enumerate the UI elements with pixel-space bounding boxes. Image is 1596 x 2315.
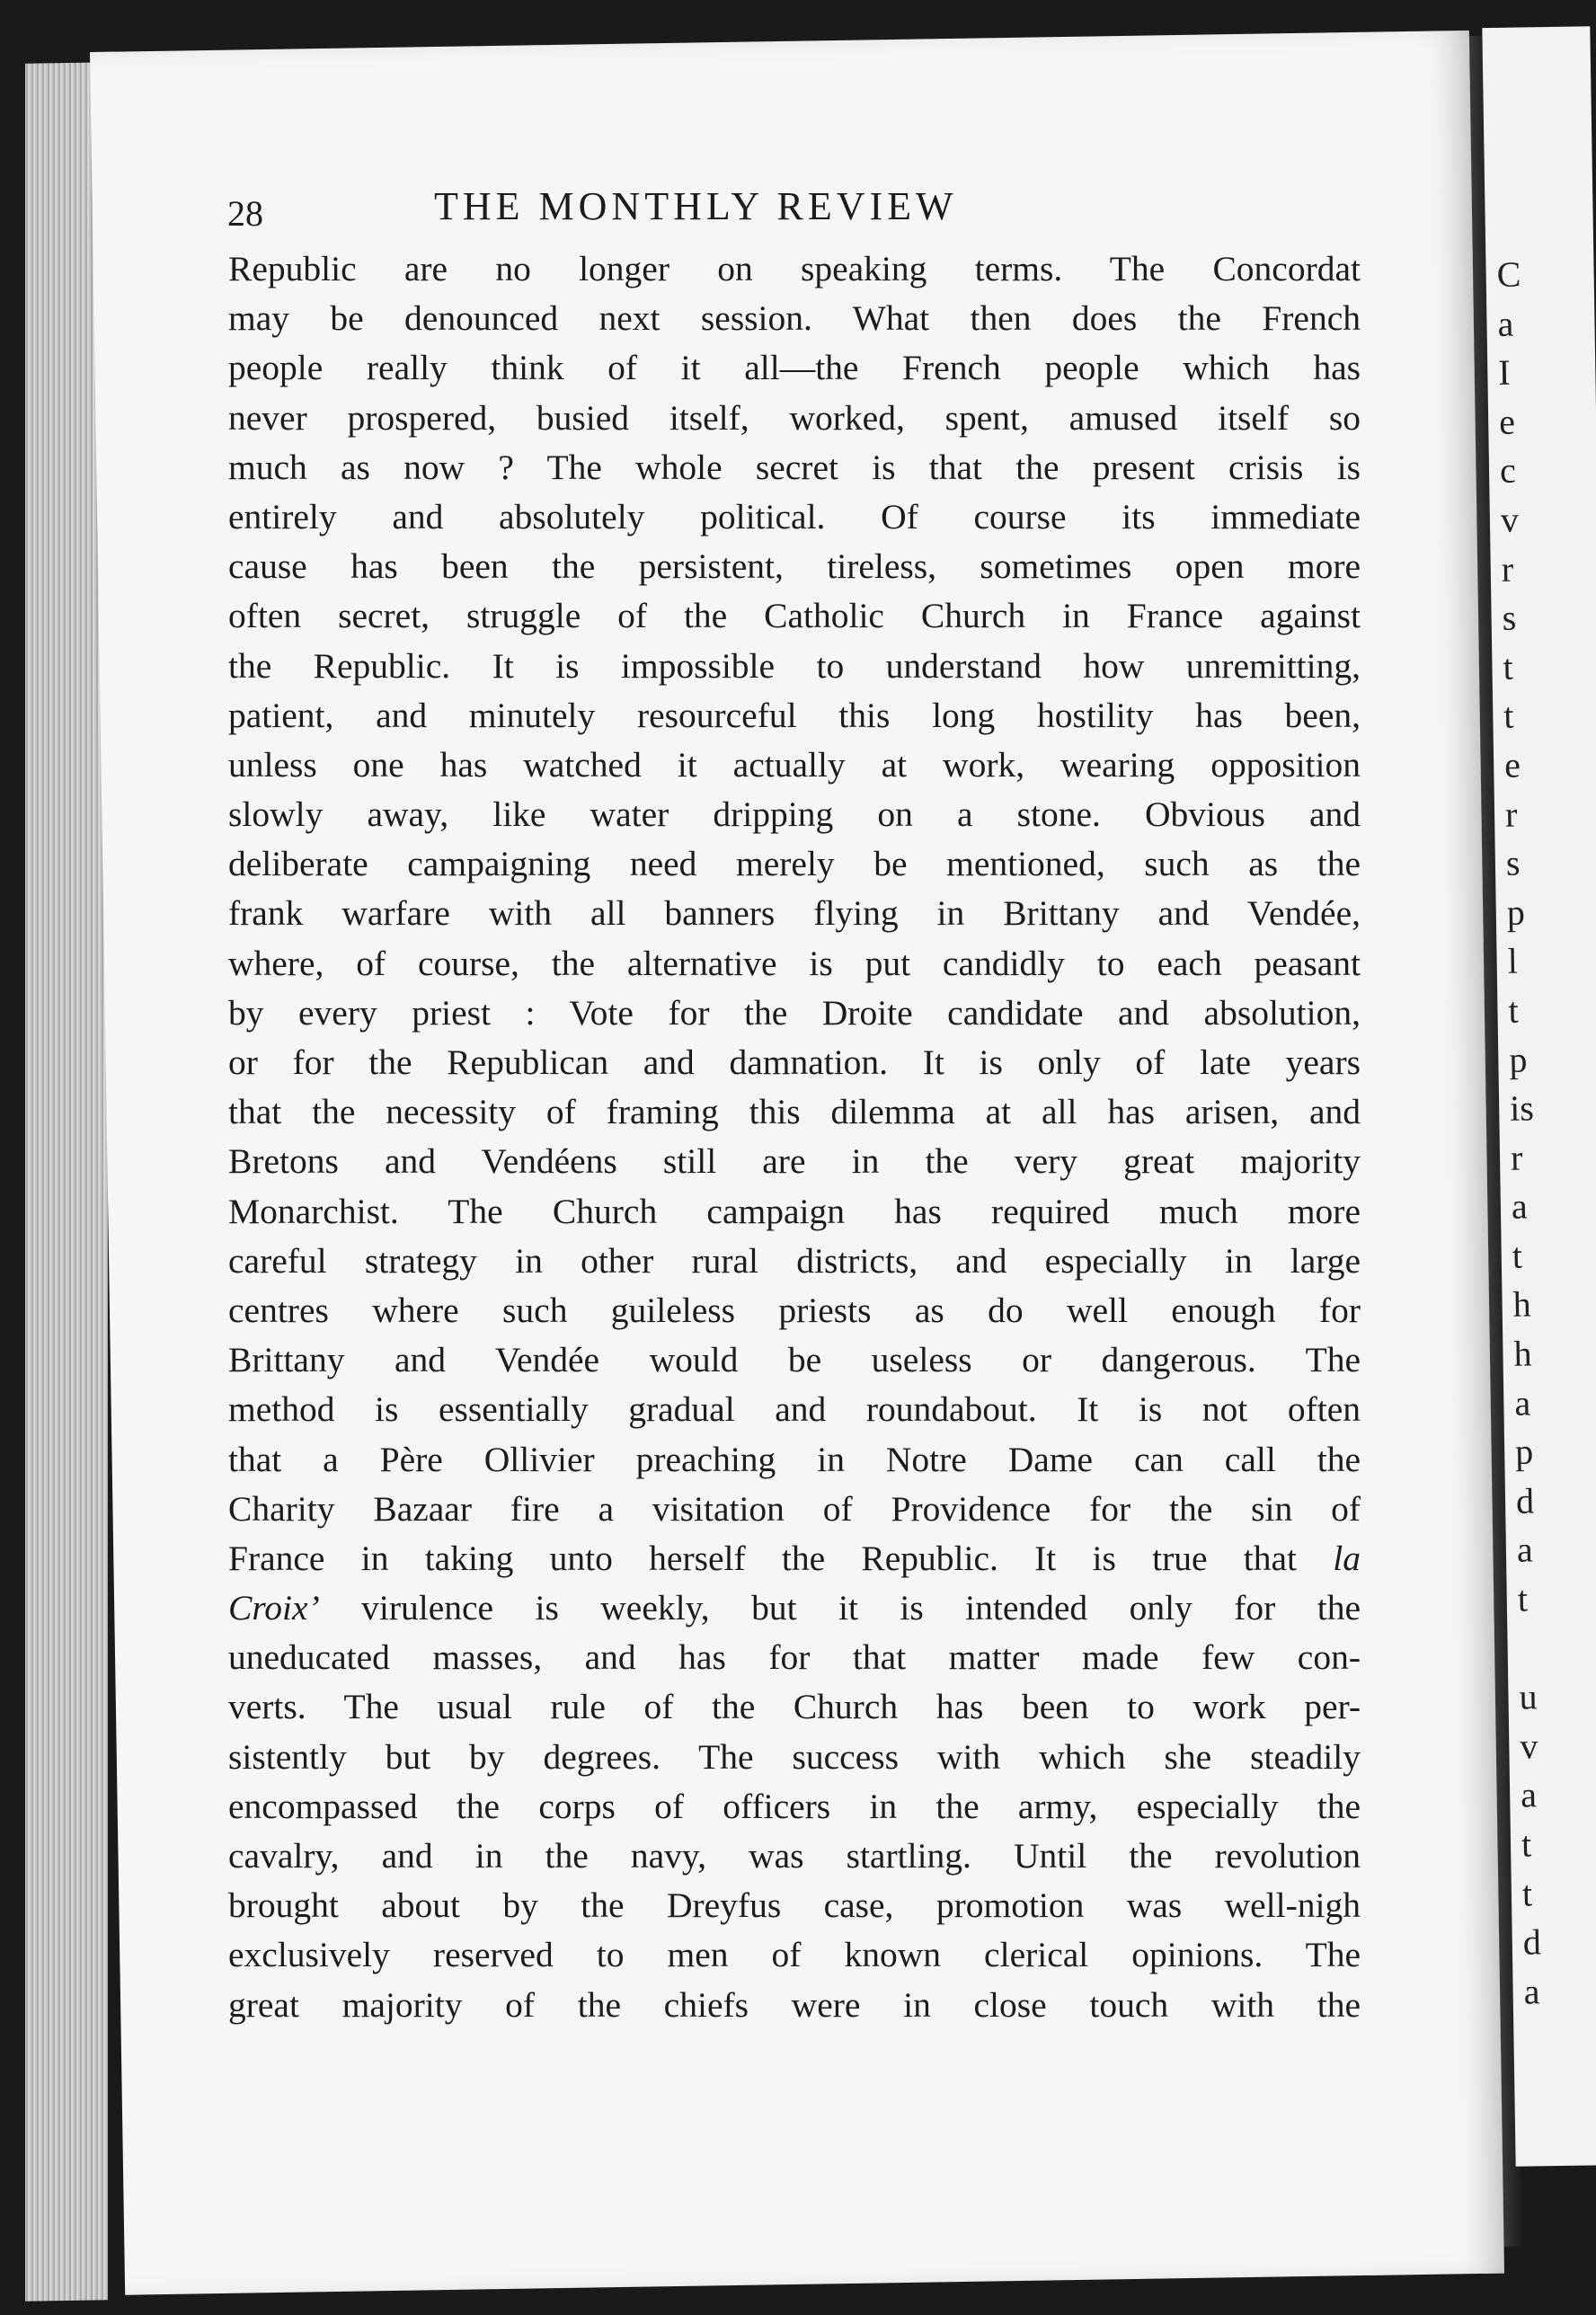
text-line: Republic are no longer on speaking terms. The Concordat: [228, 249, 1361, 288]
next-page-letter: h: [1513, 1333, 1532, 1374]
next-page-letter: l: [1507, 940, 1519, 982]
next-page-letter: [1507, 1623, 1596, 1673]
next-page-letter: a: [1497, 303, 1514, 344]
page-header: [227, 180, 1414, 243]
next-page-letter: t: [1503, 695, 1514, 737]
next-page-letter: r: [1501, 548, 1514, 590]
text-segment: virulence is weekly, but it is intended only for the: [361, 1588, 1361, 1628]
text-line: that a Père Ollivier preaching in Notre Dame can call the: [228, 1439, 1361, 1479]
next-page-letter: s: [1502, 597, 1517, 638]
text-line: great majority of the chiefs were in close touch with the: [228, 1984, 1361, 2025]
text-line: centres where such guileless priests as do well enough for: [228, 1290, 1361, 1330]
next-page-letter: C: [1496, 253, 1521, 295]
text-line: the Republic. It is impossible to understand how unremitting,: [228, 645, 1361, 686]
page-number: 28: [227, 193, 263, 234]
text-line: where, of course, the alternative is put candidly to each peasant: [228, 943, 1361, 983]
text-line: sistently but by degrees. The success with which she steadily: [228, 1736, 1361, 1777]
text-line: by every priest : Vote for the Droite candidate and absolution,: [228, 992, 1361, 1033]
next-page-letter: d: [1515, 1480, 1535, 1521]
text-line: Brittany and Vendée would be useless or dangerous. The: [228, 1340, 1361, 1380]
text-line: entirely and absolutely political. Of course its immediate: [228, 496, 1361, 537]
next-page-letter: a: [1513, 1382, 1531, 1424]
text-line: unless one has watched it actually at work, wearing opposition: [228, 744, 1361, 785]
text-line: often secret, struggle of the Catholic Church in France against: [228, 596, 1361, 636]
next-page-letter: u: [1519, 1676, 1538, 1717]
body-text: [228, 244, 1361, 2030]
text-line: people really think of it all—the French people which has: [228, 348, 1361, 388]
text-segment: France in taking unto herself the Republic. It is true that: [228, 1538, 1297, 1578]
text-line: exclusively reserved to men of known clerical opinions. The: [228, 1935, 1361, 1975]
text-line: patient, and minutely resourceful this long hostility has been,: [228, 695, 1361, 735]
text-line: may be denounced next session. What then does the French: [228, 298, 1361, 339]
next-page-letter: I: [1497, 351, 1512, 394]
next-page-letter: t: [1521, 1823, 1532, 1865]
text-line: encompassed the corps of officers in the army, especially the: [228, 1786, 1361, 1826]
next-page-letter: p: [1508, 1038, 1528, 1080]
next-page-letter: t: [1503, 646, 1513, 687]
next-page-letter: r: [1510, 1137, 1523, 1178]
next-page-letter: s: [1505, 842, 1521, 883]
text-line: that the necessity of framing this dilemma at all has arisen, and: [228, 1092, 1361, 1132]
running-title: THE MONTHLY REVIEW: [434, 184, 958, 228]
next-page-letter: d: [1522, 1921, 1542, 1963]
next-page-letter: e: [1498, 401, 1516, 442]
text-line: uneducated masses, and has for that matter made few con-: [228, 1637, 1361, 1678]
next-page-letter: t: [1517, 1578, 1529, 1619]
text-line: Bretons and Vendéens still are in the very great majority: [228, 1141, 1361, 1182]
text-line: slowly away, like water dripping on a stone. Obvious and: [228, 794, 1361, 835]
text-line-with-italic: [228, 1583, 1361, 1633]
text-line: or for the Republican and damnation. It is only of late years: [228, 1042, 1361, 1082]
next-page-letter: t: [1512, 1235, 1523, 1276]
next-page-letter: r: [1504, 794, 1518, 835]
next-page-letter: c: [1499, 449, 1517, 492]
text-line: careful strategy in other rural districts, and especially in large: [228, 1240, 1361, 1281]
next-page-letter: a: [1511, 1185, 1529, 1228]
text-line: frank warfare with all banners flying in Brittany and Vendée,: [228, 893, 1361, 934]
next-page-letter: a: [1520, 1774, 1538, 1816]
next-page-letter: v: [1519, 1725, 1538, 1767]
next-page-letter: a: [1516, 1529, 1534, 1571]
next-page-letter: e: [1503, 744, 1521, 785]
text-line: cavalry, and in the navy, was startling. Until the revolution: [228, 1836, 1361, 1876]
next-page-letter: v: [1500, 499, 1520, 540]
text-line: Monarchist. The Church campaign has required much more: [228, 1191, 1361, 1231]
next-page-letter: is: [1509, 1087, 1535, 1129]
text-line: much as now ? The whole secret is that the present crisis is: [228, 447, 1361, 487]
next-page-letter: a: [1523, 1971, 1540, 2012]
text-line: method is essentially gradual and roundabout. It is not often: [228, 1389, 1361, 1430]
next-page-letter: h: [1512, 1283, 1531, 1326]
italic-title-la: la: [1333, 1538, 1361, 1578]
text-line: verts. The usual rule of the Church has been to work per-: [228, 1687, 1361, 1727]
next-page-letter: p: [1514, 1431, 1534, 1472]
text-line-with-italic: [228, 1534, 1361, 1583]
next-page-letter: t: [1508, 989, 1519, 1031]
text-line: never prospered, busied itself, worked, spent, amused itself so: [228, 397, 1361, 438]
text-line: deliberate campaigning need merely be mentioned, such as the: [228, 844, 1361, 884]
text-line: cause has been the persistent, tireless, sometimes open more: [228, 546, 1361, 587]
next-page-letter: p: [1506, 891, 1526, 933]
italic-title-croix: Croix’: [228, 1588, 320, 1628]
text-line: Charity Bazaar fire a visitation of Providence for the sin of: [228, 1488, 1361, 1529]
next-page-letter: t: [1521, 1873, 1533, 1914]
text-line: brought about by the Dreyfus case, promotion was well-nigh: [228, 1885, 1361, 1926]
